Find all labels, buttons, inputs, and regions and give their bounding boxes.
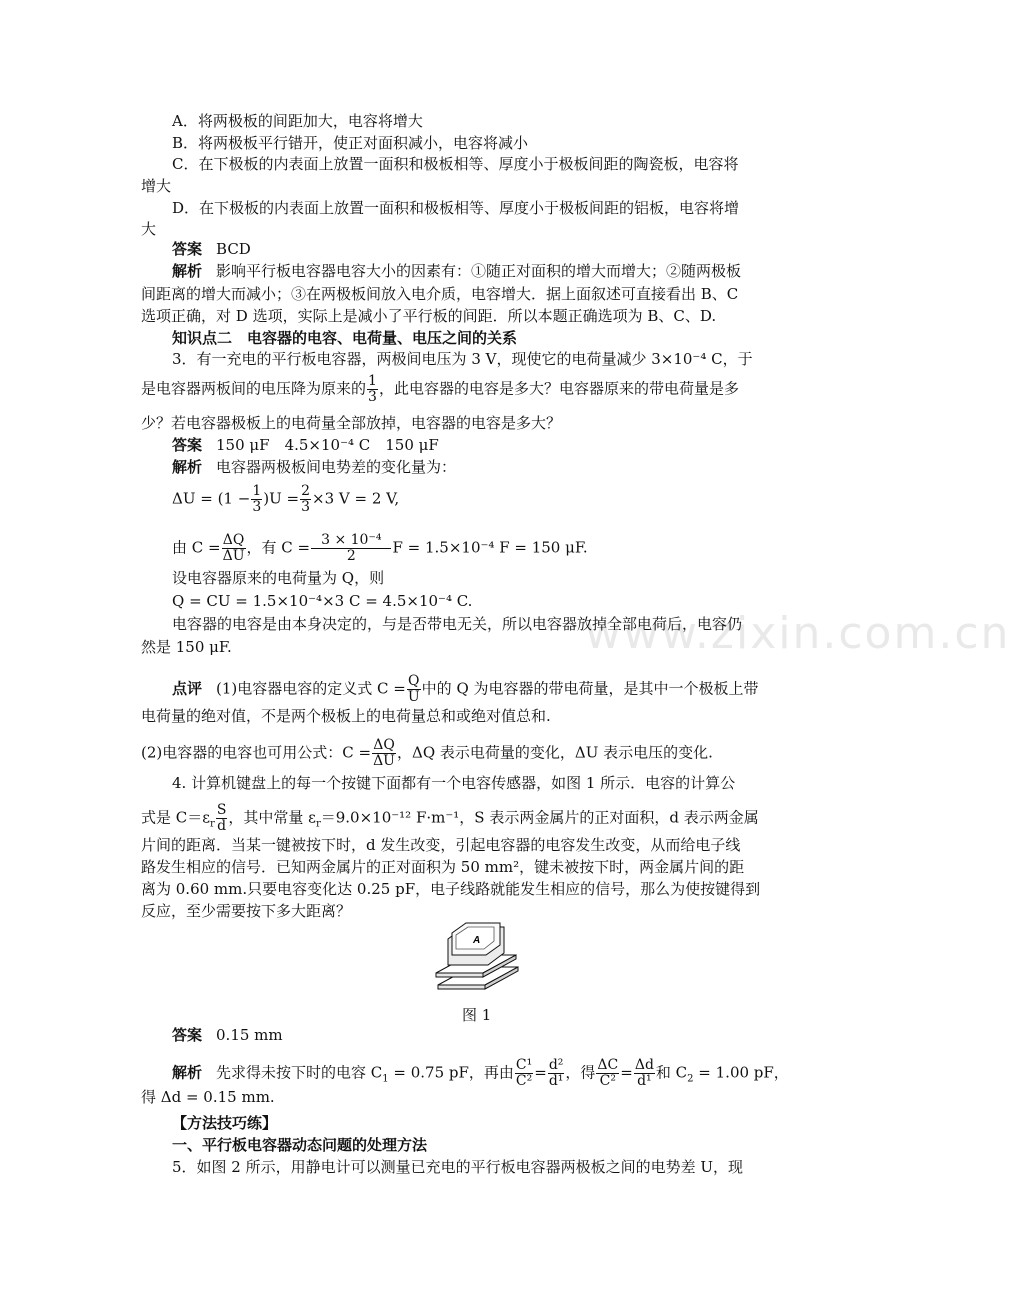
eq-text: F = 1.5×10⁻⁴ F = 150 μF. <box>392 538 588 557</box>
equation-q-intro: 设电容器原来的电荷量为 Q，则 <box>172 569 385 587</box>
answer-label: 答案 <box>172 1026 203 1044</box>
equation-capacitance <box>172 533 822 564</box>
analysis-text: = <box>620 1063 633 1082</box>
option-c-line2: 增大 <box>141 177 172 195</box>
method-title: 【方法技巧练】 <box>172 1114 278 1132</box>
answer-value: BCD <box>216 240 251 258</box>
fraction-den: 3 <box>368 389 377 405</box>
q3-line3: 少？若电容器极板上的电荷量全部放掉，电容器的电容是多大？ <box>141 414 562 432</box>
q4-text: 式是 C＝ε <box>141 808 211 827</box>
fraction <box>372 738 396 769</box>
fraction <box>251 484 262 515</box>
equation-q: Q = CU = 1.5×10⁻⁴×3 C = 4.5×10⁻⁴ C. <box>172 592 473 610</box>
analysis-text: 先求得未按下时的电容 C <box>216 1063 383 1082</box>
q4-text: ，其中常量 ε <box>228 808 316 827</box>
fraction-num: 1 <box>252 483 262 499</box>
q2-analysis-line1 <box>172 260 822 282</box>
method-subtitle: 一、平行板电容器动态问题的处理方法 <box>172 1136 428 1154</box>
fraction <box>222 533 246 564</box>
subscript: 2 <box>687 1073 694 1085</box>
comment-line2: 电荷量的绝对值，不是两个极板上的电荷量总和或绝对值总和. <box>141 707 551 725</box>
analysis-label: 解析 <box>172 458 203 476</box>
comment-text: (1)电容器电容的定义式 C = <box>216 679 406 698</box>
eq-text: )U = <box>263 489 300 508</box>
q4-line5: 离为 0.60 mm.只要电容变化达 0.25 pF，电子线路就能发生相应的信号，那么为使按键得到 <box>141 880 761 898</box>
fraction <box>515 1058 533 1089</box>
fraction-num: d² <box>548 1057 564 1073</box>
analysis-text: = 1.00 pF， <box>693 1063 789 1082</box>
fraction-num: Q <box>408 673 420 689</box>
option-a: A．将两极板的间距加大，电容将增大 <box>172 112 423 130</box>
fraction-num: ΔQ <box>373 737 395 753</box>
fraction-num: ΔQ <box>222 532 245 548</box>
comment-label: 点评 <box>172 679 203 698</box>
subscript: r <box>315 818 321 830</box>
option-d-line2: 大 <box>141 220 157 238</box>
keyboard-key-figure <box>430 915 525 1007</box>
analysis-text: 影响平行板电容器电容大小的因素有：①随正对面积的增大而增大；②随两极板 <box>216 262 742 280</box>
fraction-den: C² <box>599 1073 616 1089</box>
analysis-text: ，得 <box>565 1063 596 1082</box>
q4-line6: 反应，至少需要按下多大距离？ <box>141 902 352 920</box>
fraction-num: 2 <box>301 483 310 499</box>
analysis-text: 和 C <box>655 1063 688 1082</box>
upper-plate-edge <box>436 973 483 977</box>
fraction-den: ΔU <box>373 753 395 769</box>
q3-line2 <box>141 374 791 405</box>
comment-line1 <box>172 674 822 705</box>
fraction-den: 2 <box>346 548 356 564</box>
fraction <box>216 803 228 834</box>
fraction-den: 3 <box>301 499 310 515</box>
q4-answer-line <box>172 1024 822 1046</box>
subscript: 1 <box>382 1073 389 1085</box>
q4-line3: 片间的距离．当某一键被按下时，d 发生改变，引起电容器的电容发生改变，从而给电子线 <box>141 836 741 854</box>
fraction <box>634 1058 655 1089</box>
eq-text: ΔU = (1 − <box>172 489 251 508</box>
q2-analysis-line3: 选项正确，对 D 选项，实际上是减小了平行板的间距．所以本题正确选项为 B、C、D. <box>141 307 717 325</box>
answer-label: 答案 <box>172 436 203 454</box>
comment-text: 中的 Q 为电容器的带电荷量，是其中一个极板上带 <box>421 679 759 698</box>
q4-line1: 4. 计算机键盘上的每一个按键下面都有一个电容传感器，如图 1 所示．电容的计算公 <box>172 774 736 792</box>
q3-line1: 3．有一充电的平行板电容器，两极间电压为 3 V，现使它的电荷量减少 3×10⁻⁴ C，于 <box>172 350 753 368</box>
option-b: B．将两极板平行错开，使正对面积减小，电容将减小 <box>172 134 529 152</box>
watermark: www.zixin.com.cn <box>585 608 1010 659</box>
comment-text: ，ΔQ 表示电荷量的变化，ΔU 表示电压的变化. <box>396 743 713 762</box>
answer-value: 0.15 mm <box>216 1026 283 1044</box>
analysis-text: = 0.75 pF，再由 <box>388 1063 514 1082</box>
fraction-den: U <box>407 689 420 705</box>
q3-conclusion-line2: 然是 150 μF. <box>141 638 232 656</box>
fraction <box>300 484 311 515</box>
q3-conclusion-line1: 电容器的电容是由本身决定的，与是否带电无关，所以电容器放掉全部电荷后，电容仍 <box>172 615 743 633</box>
figure-caption: 图 1 <box>462 1006 492 1024</box>
comment-text: (2)电容器的电容也可用公式：C = <box>141 743 372 762</box>
answer-label: 答案 <box>172 240 203 258</box>
q2-answer-line <box>172 238 822 260</box>
equation-delta-u <box>172 484 822 515</box>
q3-text: ，此电容器的电容是多大？电容器原来的带电荷量是多 <box>378 379 739 398</box>
fraction-den: ΔU <box>222 548 245 564</box>
fraction-num: 1 <box>368 373 377 389</box>
comment-line3 <box>141 738 791 769</box>
q4-analysis-result: 得 Δd = 0.15 mm. <box>141 1088 275 1106</box>
fraction-den: d¹ <box>637 1073 652 1089</box>
fraction <box>596 1058 619 1089</box>
q3-text: 是电容器两板间的电压降为原来的 <box>141 379 367 398</box>
option-d-line1: D．在下极板的内表面上放置一面积和极板相等、厚度小于极板间距的铝板，电容将增 <box>172 199 740 217</box>
key-letter: A <box>473 935 481 946</box>
option-c-line1: C．在下极板的内表面上放置一面积和极板相等、厚度小于极板间距的陶瓷板，电容将 <box>172 155 739 173</box>
q5-line1: 5．如图 2 所示，用静电计可以测量已充电的平行板电容器两极板之间的电势差 U，现 <box>172 1158 744 1176</box>
fraction <box>311 533 391 564</box>
fraction-num: ΔC <box>597 1057 619 1073</box>
answer-value: 150 μF 4.5×10⁻⁴ C 150 μF <box>216 436 439 454</box>
q4-line2 <box>141 803 791 836</box>
q3-answer-line <box>172 434 822 456</box>
eq-text: ×3 V = 2 V, <box>312 489 400 508</box>
fraction-num: S <box>216 802 227 818</box>
eq-text: ，有 C = <box>246 538 311 557</box>
fraction <box>407 674 421 705</box>
section-heading-2: 知识点二 电容器的电容、电荷量、电压之间的关系 <box>172 329 518 347</box>
fraction <box>367 374 378 405</box>
fraction-den: d¹ <box>548 1073 564 1089</box>
fraction-den: d <box>217 818 227 834</box>
analysis-label: 解析 <box>172 262 203 280</box>
fraction-den: 3 <box>252 499 262 515</box>
subscript: r <box>210 818 215 830</box>
analysis-text: = <box>534 1063 547 1082</box>
analysis-text: 电容器两极板间电势差的变化量为： <box>216 458 457 476</box>
lower-plate-edge <box>438 985 485 989</box>
analysis-label: 解析 <box>172 1063 203 1082</box>
fraction-num: 3 × 10⁻⁴ <box>311 533 391 549</box>
q3-analysis-line <box>172 456 822 478</box>
q4-text: ＝9.0×10⁻¹² F·m⁻¹，S 表示两金属片的正对面积，d 表示两金属 <box>320 808 759 827</box>
fraction-den: C² <box>515 1073 533 1089</box>
fraction-num: Δd <box>634 1057 654 1073</box>
q4-line4: 路发生相应的信号．已知两金属片的正对面积为 50 mm²，键未被按下时，两金属片间的距 <box>141 858 745 876</box>
q2-analysis-line2: 间距离的增大而减小；③在两极板间放入电介质，电容增大．据上面叙述可直接看出 B、C <box>141 285 739 303</box>
fraction <box>548 1058 565 1089</box>
fraction-num: C¹ <box>515 1057 533 1073</box>
eq-text: 由 C = <box>172 538 221 557</box>
